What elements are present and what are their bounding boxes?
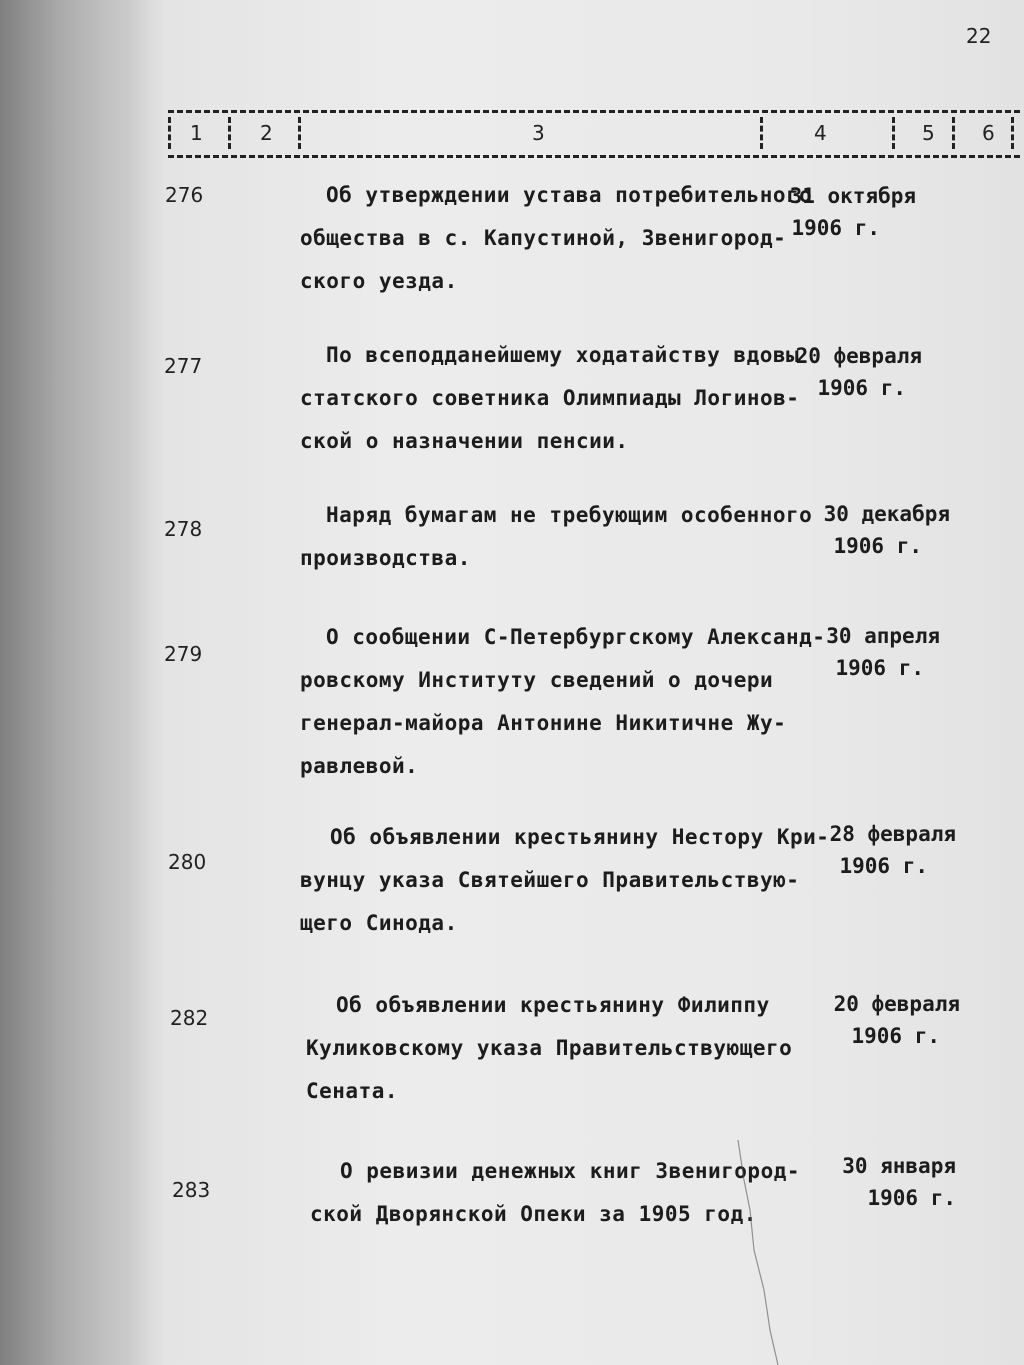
entry-title bbox=[300, 494, 812, 580]
page-number: 22 bbox=[966, 24, 992, 48]
paper-crease bbox=[730, 1140, 790, 1365]
entry-text-line: Куликовскому указа Правительствующего bbox=[306, 1036, 793, 1060]
column-6-header: 6 bbox=[982, 121, 995, 145]
entry-date-year: 1906 г. bbox=[867, 1186, 956, 1210]
entry-date-day: 30 апреля bbox=[826, 624, 940, 648]
entry-number: 279 bbox=[164, 642, 203, 666]
column-2-header: 2 bbox=[260, 121, 273, 145]
entry-text-line: Об объявлении крестьянину Нестору Кри- bbox=[330, 825, 830, 849]
header-divider bbox=[168, 117, 171, 149]
entry-date-day: 28 февраля bbox=[829, 822, 956, 846]
entry-date bbox=[800, 1150, 956, 1214]
column-1-header: 1 bbox=[190, 121, 203, 145]
entry-title bbox=[300, 174, 812, 303]
entry-date-day: 31 октября bbox=[789, 184, 916, 208]
entry-date-day: 30 декабря bbox=[823, 502, 950, 526]
entry-title bbox=[300, 334, 799, 463]
column-3-header: 3 bbox=[532, 121, 545, 145]
entry-date bbox=[800, 498, 950, 562]
entry-text-line: вунцу указа Святейшего Правительствую- bbox=[300, 868, 800, 892]
header-divider bbox=[228, 117, 231, 149]
entry-date-year: 1906 г. bbox=[839, 854, 928, 878]
entry-title bbox=[306, 984, 792, 1113]
entry-date bbox=[760, 180, 916, 244]
entry-date-year: 1906 г. bbox=[851, 1024, 940, 1048]
table-header bbox=[168, 110, 1020, 158]
entry-text-line: статского советника Олимпиады Логинов- bbox=[300, 386, 800, 410]
header-divider bbox=[760, 117, 763, 149]
header-divider bbox=[892, 117, 895, 149]
entry-date bbox=[800, 620, 940, 684]
header-divider bbox=[1011, 117, 1014, 149]
entry-text-line: производства. bbox=[300, 546, 471, 570]
column-5-header: 5 bbox=[922, 121, 935, 145]
entry-date-year: 1906 г. bbox=[833, 534, 922, 558]
entry-text-line: О ревизии денежных книг Звенигород- bbox=[340, 1159, 801, 1183]
header-divider bbox=[952, 117, 955, 149]
entry-text-line: равлевой. bbox=[300, 754, 419, 778]
entry-number: 283 bbox=[172, 1178, 211, 1202]
entry-number: 282 bbox=[170, 1006, 209, 1030]
entry-date bbox=[760, 340, 922, 404]
entry-title bbox=[300, 816, 829, 945]
entry-text-line: щего Синода. bbox=[300, 911, 458, 935]
entry-text-line: Об утверждении устава потребительного bbox=[326, 183, 813, 207]
entry-date bbox=[800, 988, 960, 1052]
entry-date-day: 20 февраля bbox=[833, 992, 960, 1016]
entry-text-line: ровскому Институту сведений о дочери bbox=[300, 668, 774, 692]
entry-date-year: 1906 г. bbox=[791, 216, 880, 240]
entry-text-line: Наряд бумагам не требующим особенного bbox=[326, 503, 813, 527]
entry-date bbox=[800, 818, 956, 882]
column-4-header: 4 bbox=[814, 121, 827, 145]
entry-text-line: По всеподданейшему ходатайству вдовы bbox=[326, 343, 800, 367]
binding-shadow bbox=[0, 0, 150, 1365]
entry-text-line: ской Дворянской Опеки за 1905 год. bbox=[310, 1202, 757, 1226]
entry-date-day: 30 января bbox=[842, 1154, 956, 1178]
entry-date-day: 20 февраля bbox=[795, 344, 922, 368]
entry-title bbox=[310, 1150, 800, 1236]
entry-number: 277 bbox=[164, 354, 203, 378]
entry-text-line: ского уезда. bbox=[300, 269, 458, 293]
entry-title bbox=[300, 616, 825, 788]
header-divider bbox=[298, 117, 301, 149]
entry-date-year: 1906 г. bbox=[817, 376, 906, 400]
entry-text-line: Об объявлении крестьянину Филиппу bbox=[336, 993, 770, 1017]
entry-text-line: Сената. bbox=[306, 1079, 399, 1103]
entry-text-line: О сообщении С-Петербургскому Александ- bbox=[326, 625, 826, 649]
entry-number: 276 bbox=[165, 183, 204, 207]
entry-text-line: ской о назначении пенсии. bbox=[300, 429, 629, 453]
entry-number: 278 bbox=[164, 517, 203, 541]
entry-text-line: генерал-майора Антонине Никитичне Жу- bbox=[300, 711, 787, 735]
entry-number: 280 bbox=[168, 850, 207, 874]
entry-date-year: 1906 г. bbox=[835, 656, 924, 680]
entry-text-line: общества в с. Капустиной, Звенигород- bbox=[300, 226, 787, 250]
